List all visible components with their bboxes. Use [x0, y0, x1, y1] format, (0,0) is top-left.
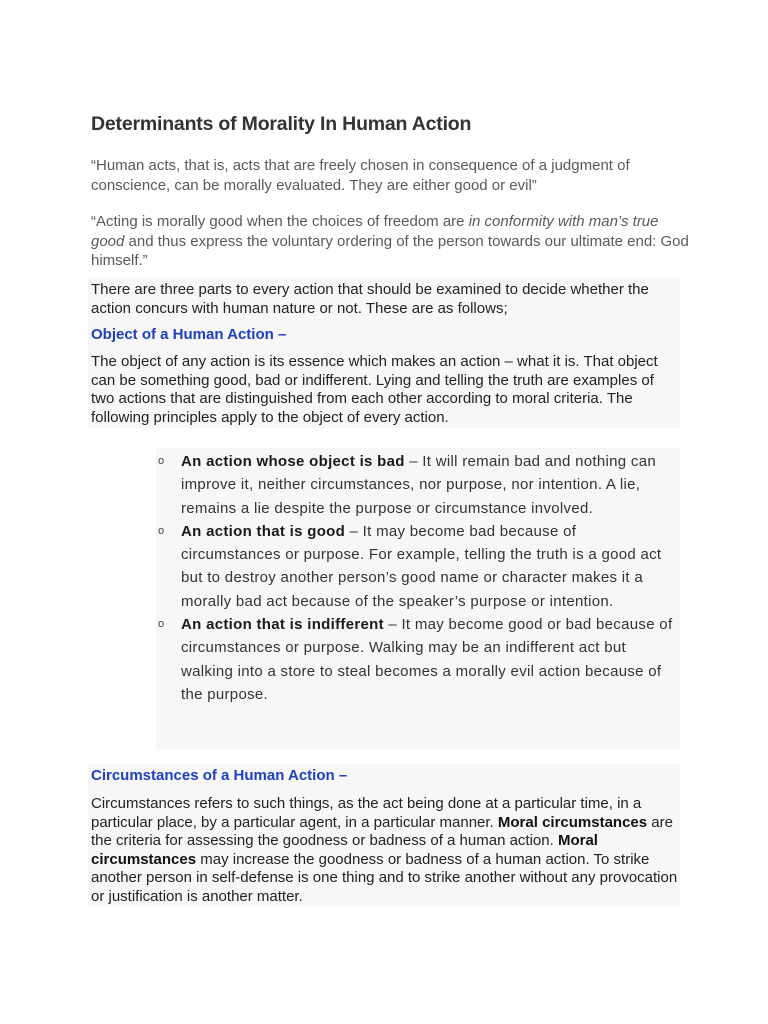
object-paragraph: The object of any action is its essence which makes an action – what it is. That object can be something good, bad or indifferent. Lying and telling the truth are examples of two actions that are distinguished from each other according to moral criteria. The following principles apply to the object of every action. [91, 353, 658, 426]
list-item [160, 613, 680, 706]
circle-bullet-icon: o [158, 455, 165, 467]
list-item [160, 520, 680, 613]
principle-text: – It will remain bad and nothing can improve it, neither circumstances, nor purpose, nor intention. A lie, remains a lie despite the purpose or circumstance involved. [181, 453, 656, 517]
principle-lead: An action that is indifferent [181, 616, 384, 634]
circumstances-bold-2: Moral circumstances [91, 832, 598, 868]
circumstances-text-2: are the criteria for assessing the goodness or badness of a human action. [91, 813, 673, 849]
circumstances-paragraph [91, 795, 681, 906]
circumstances-text-1: Circumstances refers to such things, as the act being done at a particular time, in a particular place, by a particular agent, in a particular manner. [91, 795, 642, 831]
quote-2-end: and thus express the voluntary ordering of the person towards our ultimate end: God himself.” [91, 232, 689, 269]
quote-2-start: “Acting is morally good when the choices of freedom are [91, 213, 469, 230]
principles-list [160, 450, 680, 706]
circumstances-bold-1: Moral circumstances [497, 813, 648, 831]
principle-text: – It may become good or bad because of circumstances or purpose. Walking may be an indifferent act but walking into a store to steal becomes a morally evil action because of the purpose. [181, 616, 673, 703]
circle-bullet-icon: o [158, 618, 165, 631]
catechism-quote-2 [91, 212, 691, 271]
object-heading: Object of a Human Action – [91, 326, 287, 343]
circumstances-text-3: may increase the goodness or badness of a human action. To strike another person in self-defense is one thing and to strike another without any provocation or justification is another matter. [91, 850, 678, 905]
principle-lead: An action whose object is bad [181, 453, 405, 470]
principle-text: – It may become bad because of circumstances or purpose. For example, telling the truth is a good act but to destroy another person’s good name or character makes it a morally bad act because of the speaker’s purpose or intention. [181, 522, 662, 610]
circle-bullet-icon: o [158, 524, 165, 537]
catechism-quote-1: “Human acts, that is, acts that are freely chosen in consequence of a judgment of conscience, can be morally evaluated. They are either good or evil” [91, 157, 630, 194]
principle-lead: An action that is good [181, 522, 346, 540]
intro-paragraph: There are three parts to every action that should be examined to decide whether the action concurs with human nature or not. These are as follows; [91, 281, 649, 317]
circumstances-heading: Circumstances of a Human Action – [91, 767, 348, 784]
quote-2-emphasis: in conformity with man’s true good [91, 213, 659, 250]
page-title: Determinants of Morality In Human Action [91, 113, 472, 135]
list-item [160, 450, 680, 520]
